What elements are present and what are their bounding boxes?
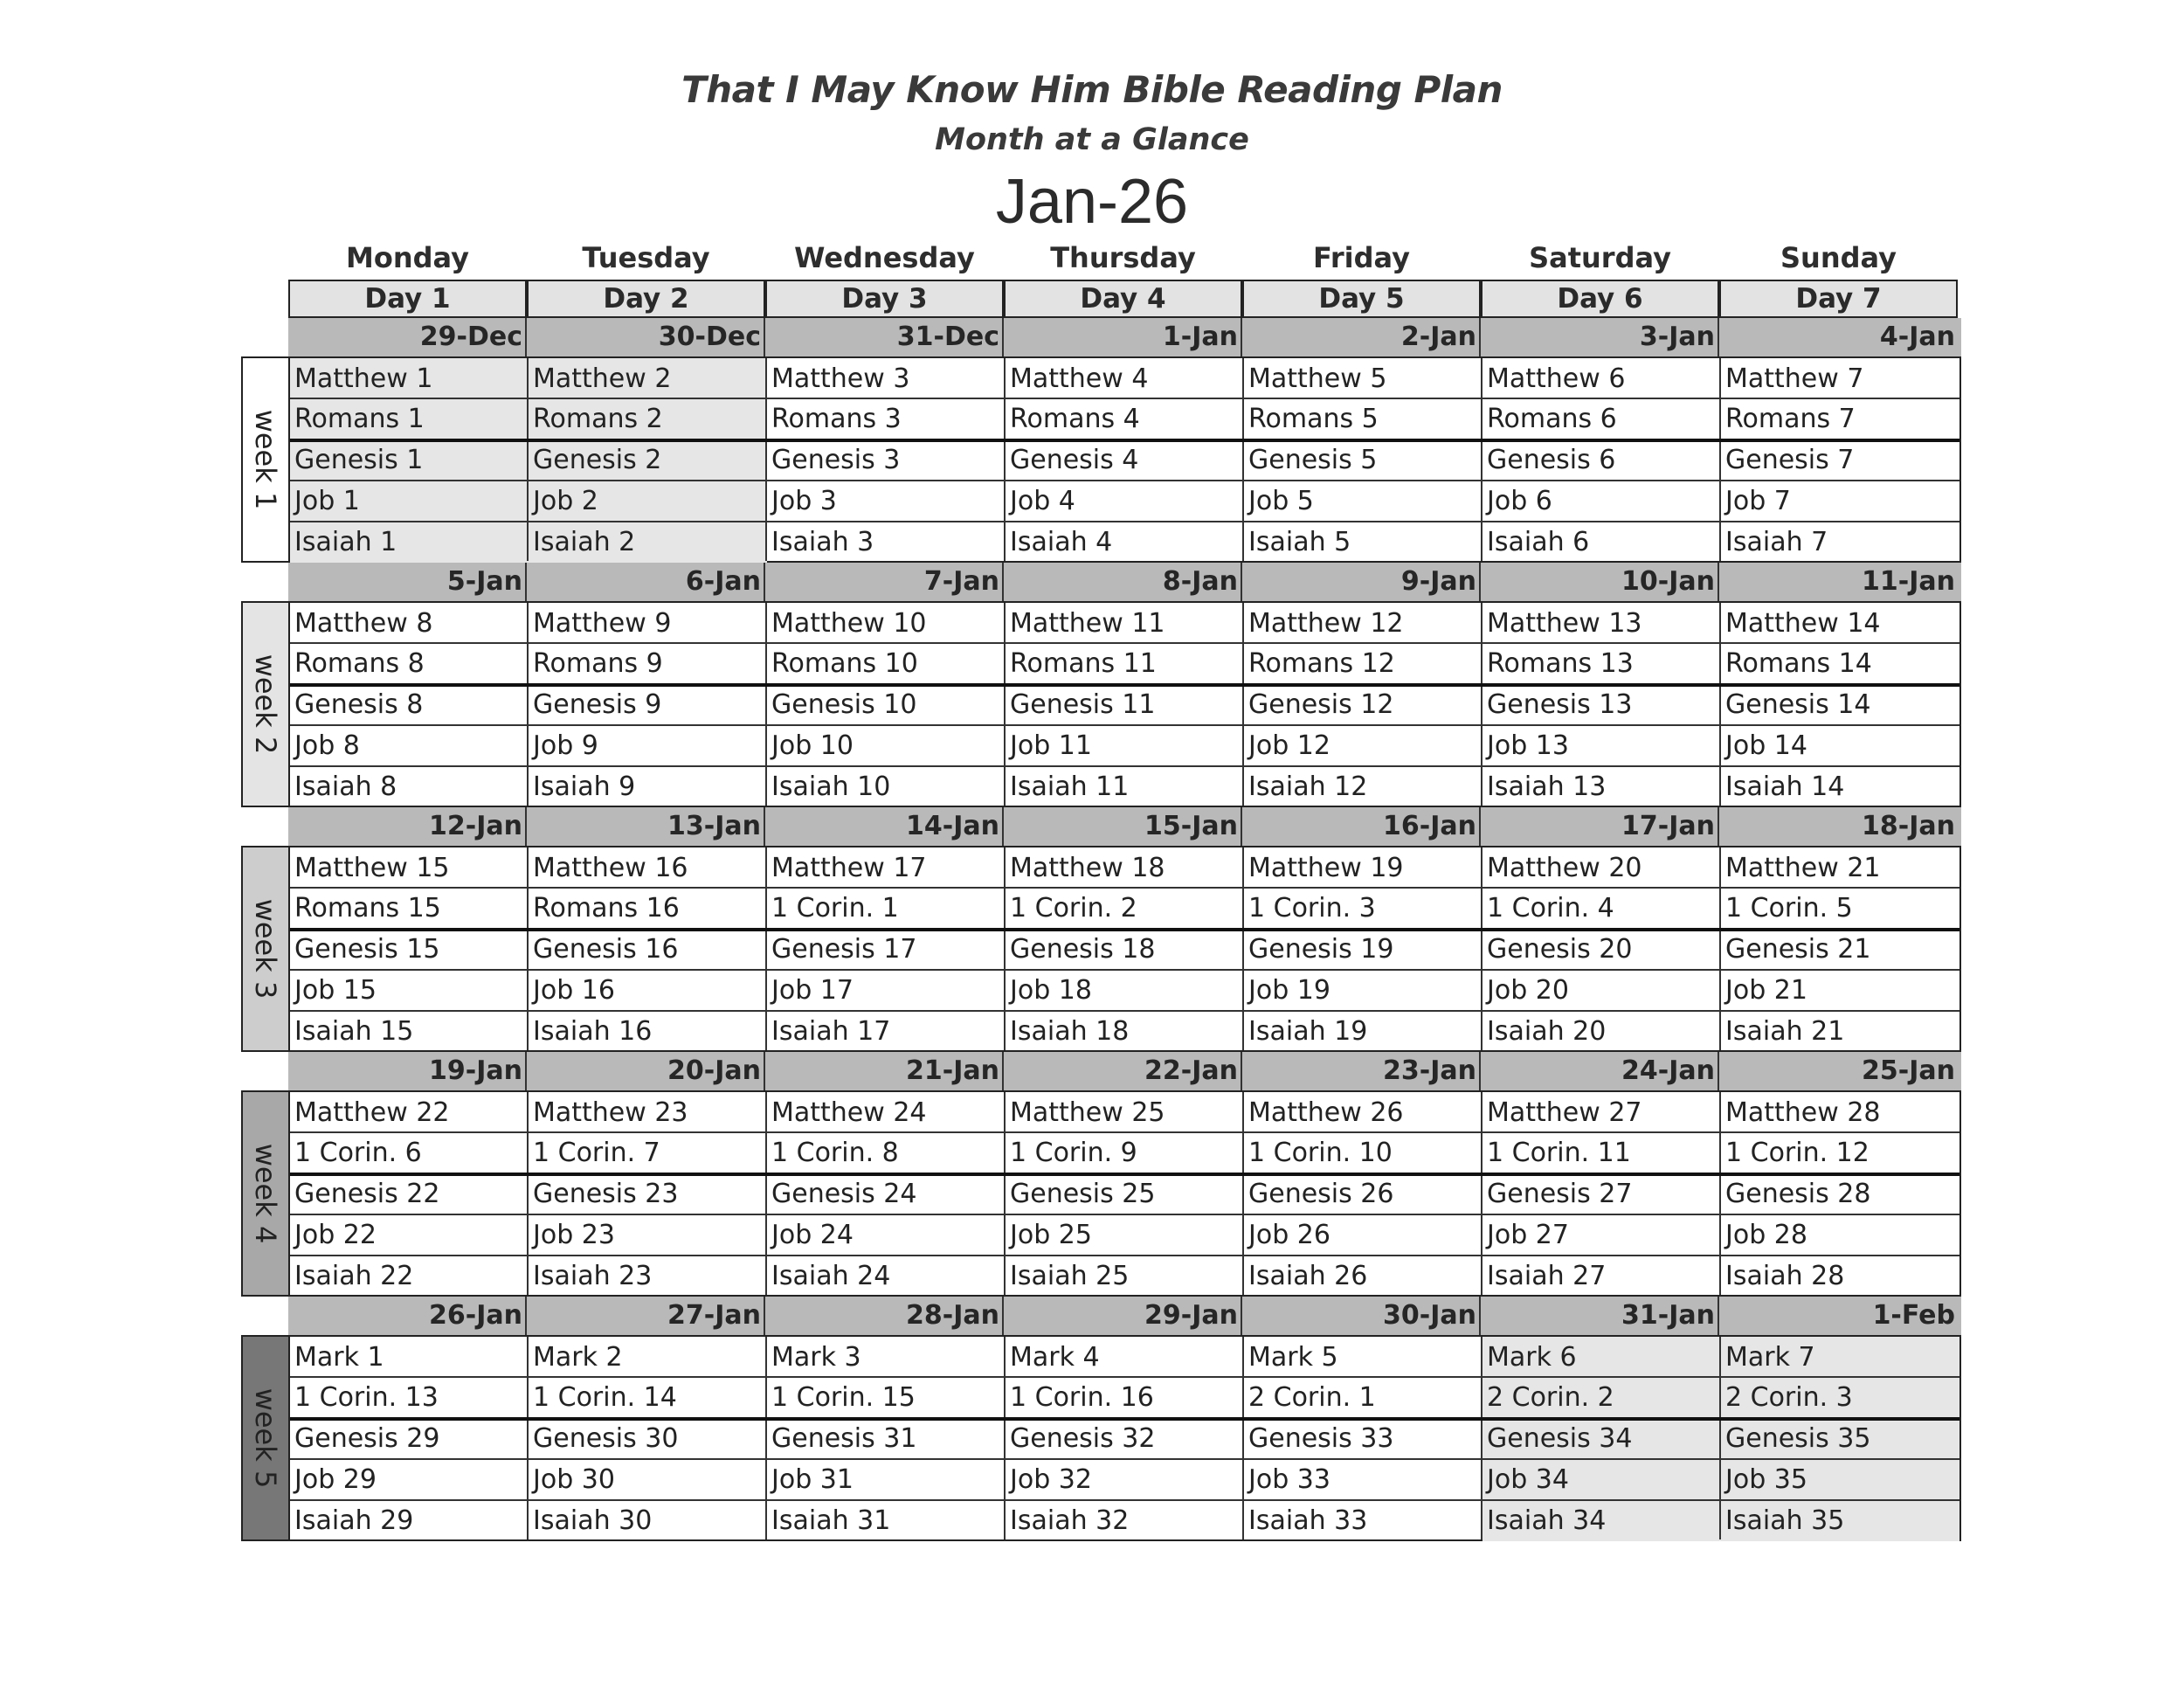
reading-cell: Genesis 31: [771, 1423, 917, 1454]
reading-cell: Romans 7: [1725, 404, 1856, 434]
reading-cell: Job 12: [1248, 730, 1330, 761]
reading-cell: Isaiah 4: [1010, 527, 1113, 557]
reading-cell: Genesis 24: [771, 1179, 917, 1209]
reading-cell: Genesis 9: [533, 689, 662, 720]
reading-cell: Isaiah 12: [1248, 771, 1368, 802]
reading-cell: Job 35: [1721, 1459, 1959, 1500]
row-divider: [290, 398, 1959, 399]
column-divider: [1242, 1337, 1244, 1539]
reading-cell: Romans 16: [533, 893, 680, 924]
reading-cell: Job 13: [1487, 730, 1569, 761]
reading-cell: Isaiah 21: [1725, 1016, 1845, 1047]
weekday-name: Tuesday: [582, 241, 710, 274]
reading-cell: Mark 5: [1248, 1342, 1338, 1373]
reading-cell: Job 22: [294, 1220, 377, 1250]
reading-cell: Matthew 9: [533, 608, 672, 639]
reading-cell: Genesis 26: [1248, 1179, 1394, 1209]
reading-cell: Isaiah 35: [1721, 1500, 1959, 1541]
column-divider: [1242, 1092, 1244, 1295]
reading-cell: Job 15: [294, 975, 377, 1006]
reading-cell: Job 17: [771, 975, 854, 1006]
reading-cell: Mark 1: [294, 1342, 384, 1373]
reading-cell: Job 23: [533, 1220, 615, 1250]
reading-cell: Isaiah 11: [1010, 771, 1130, 802]
reading-cell: Genesis 35: [1721, 1418, 1959, 1459]
week-readings-grid: [288, 601, 1961, 807]
reading-cell: Isaiah 6: [1487, 527, 1590, 557]
reading-cell: Job 21: [1725, 975, 1807, 1006]
reading-cell: 1 Corin. 10: [1248, 1138, 1393, 1168]
date-cell: 22-Jan: [1004, 1052, 1242, 1090]
reading-cell: 1 Corin. 12: [1725, 1138, 1870, 1168]
row-divider: [290, 480, 1959, 481]
row-divider: [290, 1131, 1959, 1133]
date-cell: 29-Jan: [1004, 1297, 1242, 1335]
column-divider: [1481, 847, 1482, 1050]
reading-cell: 2 Corin. 2: [1482, 1377, 1721, 1418]
row-divider: [290, 1458, 1959, 1460]
reading-cell: Genesis 33: [1248, 1423, 1394, 1454]
date-cell: 16-Jan: [1242, 807, 1481, 846]
plan-subtitle: Month at a Glance: [935, 122, 1249, 157]
reading-cell: Genesis 1: [290, 439, 529, 481]
reading-cell: Matthew 4: [1010, 363, 1149, 394]
row-divider: [290, 765, 1959, 767]
reading-cell: Job 30: [533, 1464, 615, 1495]
reading-cell: Genesis 25: [1010, 1179, 1156, 1209]
column-divider: [1242, 847, 1244, 1050]
day-number-header: Day 3: [765, 280, 1004, 318]
column-divider: [765, 1092, 767, 1295]
reading-cell: Matthew 3: [771, 363, 910, 394]
date-cell: 20-Jan: [527, 1052, 765, 1090]
week-label: [241, 356, 288, 563]
reading-cell: Job 11: [1010, 730, 1092, 761]
reading-cell: Isaiah 17: [771, 1016, 891, 1047]
reading-cell: Isaiah 23: [533, 1261, 653, 1291]
reading-cell: Matthew 24: [771, 1097, 927, 1128]
reading-cell: Matthew 27: [1487, 1097, 1642, 1128]
reading-cell: Matthew 8: [294, 608, 433, 639]
reading-cell: Job 16: [533, 975, 615, 1006]
date-cell: 29-Dec: [288, 318, 527, 356]
reading-cell: 1 Corin. 15: [771, 1382, 916, 1413]
reading-cell: 1 Corin. 3: [1248, 893, 1376, 924]
reading-cell: Romans 6: [1487, 404, 1617, 434]
column-divider: [527, 358, 529, 561]
row-divider: [290, 1499, 1959, 1501]
date-cell: 17-Jan: [1481, 807, 1719, 846]
reading-cell: Job 20: [1487, 975, 1569, 1006]
reading-cell: Isaiah 32: [1010, 1505, 1130, 1536]
reading-cell: Matthew 14: [1725, 608, 1881, 639]
reading-cell: Isaiah 7: [1725, 527, 1828, 557]
column-divider: [1004, 603, 1006, 806]
row-divider: [290, 1173, 1959, 1176]
month-heading: Jan-26: [995, 167, 1189, 237]
date-cell: 1-Jan: [1004, 318, 1242, 356]
reading-cell: Job 29: [294, 1464, 377, 1495]
date-cell: 12-Jan: [288, 807, 527, 846]
column-divider: [1004, 1092, 1006, 1295]
reading-cell: Genesis 15: [294, 934, 440, 965]
date-cell: 5-Jan: [288, 563, 527, 601]
weekday-name: Friday: [1313, 241, 1410, 274]
weekday-name: Wednesday: [794, 241, 975, 274]
week-label-text: week 2: [249, 654, 282, 755]
reading-cell: Isaiah 14: [1725, 771, 1845, 802]
date-cell: 24-Jan: [1481, 1052, 1719, 1090]
row-divider: [290, 642, 1959, 644]
reading-cell: Matthew 17: [771, 853, 927, 883]
reading-cell: Isaiah 16: [533, 1016, 653, 1047]
reading-cell: Romans 5: [1248, 404, 1379, 434]
date-row: [288, 1052, 1961, 1090]
reading-cell: Isaiah 13: [1487, 771, 1607, 802]
reading-cell: 2 Corin. 1: [1248, 1382, 1376, 1413]
week-label: [241, 846, 288, 1052]
week-label-text: week 5: [249, 1387, 282, 1489]
reading-cell: Isaiah 20: [1487, 1016, 1607, 1047]
reading-cell: Matthew 22: [294, 1097, 450, 1128]
reading-cell: Genesis 30: [533, 1423, 679, 1454]
column-divider: [765, 603, 767, 806]
reading-cell: Matthew 16: [533, 853, 688, 883]
reading-cell: Isaiah 30: [533, 1505, 653, 1536]
date-cell: 9-Jan: [1242, 563, 1481, 601]
row-divider: [290, 928, 1959, 931]
reading-cell: Genesis 29: [294, 1423, 440, 1454]
reading-cell: Job 32: [1010, 1464, 1092, 1495]
column-divider: [1719, 847, 1721, 1050]
column-divider: [1481, 358, 1482, 561]
reading-cell: 2 Corin. 3: [1721, 1377, 1959, 1418]
reading-cell: 1 Corin. 4: [1487, 893, 1614, 924]
reading-cell: Isaiah 29: [294, 1505, 414, 1536]
reading-cell: Matthew 1: [290, 358, 529, 399]
date-cell: 23-Jan: [1242, 1052, 1481, 1090]
reading-cell: Matthew 28: [1725, 1097, 1881, 1128]
reading-cell: Romans 10: [771, 648, 918, 679]
reading-cell: Romans 15: [294, 893, 441, 924]
date-cell: 25-Jan: [1862, 1055, 1955, 1086]
reading-cell: Matthew 13: [1487, 608, 1642, 639]
reading-cell: Matthew 12: [1248, 608, 1404, 639]
reading-cell: 1 Corin. 1: [771, 893, 899, 924]
reading-cell: Genesis 13: [1487, 689, 1633, 720]
week-label: [241, 1335, 288, 1541]
week-readings-grid: [288, 356, 1961, 563]
reading-cell: Job 33: [1248, 1464, 1330, 1495]
date-cell: 2-Jan: [1242, 318, 1481, 356]
reading-cell: Matthew 26: [1248, 1097, 1404, 1128]
reading-cell: 1 Corin. 16: [1010, 1382, 1154, 1413]
reading-cell: Genesis 17: [771, 934, 917, 965]
column-divider: [1481, 603, 1482, 806]
reading-cell: Job 19: [1248, 975, 1330, 1006]
reading-cell: Genesis 18: [1010, 934, 1156, 965]
column-divider: [1004, 358, 1006, 561]
reading-cell: Genesis 21: [1725, 934, 1871, 965]
date-cell: 19-Jan: [288, 1052, 527, 1090]
reading-cell: Job 24: [771, 1220, 854, 1250]
reading-cell: Matthew 20: [1487, 853, 1642, 883]
row-divider: [290, 521, 1959, 522]
column-divider: [1004, 1337, 1006, 1539]
column-divider: [1004, 847, 1006, 1050]
reading-cell: Isaiah 28: [1725, 1261, 1845, 1291]
date-cell: 21-Jan: [765, 1052, 1004, 1090]
reading-cell: Genesis 11: [1010, 689, 1156, 720]
row-divider: [290, 1417, 1959, 1421]
column-divider: [1719, 603, 1721, 806]
date-cell: 13-Jan: [527, 807, 765, 846]
reading-cell: Romans 2: [529, 398, 767, 439]
weekday-name: Sunday: [1780, 241, 1897, 274]
row-divider: [290, 724, 1959, 726]
date-row: [288, 563, 1961, 601]
date-cell: 31-Dec: [765, 318, 1004, 356]
week-label: [241, 1090, 288, 1297]
reading-cell: 1 Corin. 11: [1487, 1138, 1631, 1168]
reading-cell: Matthew 7: [1725, 363, 1864, 394]
reading-cell: Isaiah 31: [771, 1505, 891, 1536]
date-cell: 14-Jan: [765, 807, 1004, 846]
reading-cell: Romans 4: [1010, 404, 1140, 434]
day-number-header: Day 7: [1719, 280, 1958, 318]
reading-cell: Romans 13: [1487, 648, 1634, 679]
reading-cell: Isaiah 24: [771, 1261, 891, 1291]
week-label-text: week 1: [249, 409, 282, 510]
reading-cell: Genesis 10: [771, 689, 917, 720]
week-readings-grid: [288, 1090, 1961, 1297]
reading-cell: Mark 7: [1721, 1337, 1959, 1378]
row-divider: [290, 683, 1959, 687]
reading-cell: Matthew 23: [533, 1097, 688, 1128]
column-divider: [1481, 1092, 1482, 1295]
date-cell: 11-Jan: [1862, 566, 1955, 597]
reading-cell: Job 3: [771, 486, 837, 516]
row-divider: [290, 1376, 1959, 1378]
reading-cell: Matthew 25: [1010, 1097, 1165, 1128]
date-cell: 3-Jan: [1481, 318, 1719, 356]
reading-cell: Matthew 6: [1487, 363, 1626, 394]
reading-cell: Genesis 27: [1487, 1179, 1633, 1209]
column-divider: [527, 1337, 529, 1539]
reading-cell: Genesis 7: [1725, 445, 1855, 475]
column-divider: [1242, 603, 1244, 806]
column-divider: [527, 603, 529, 806]
reading-cell: Genesis 14: [1725, 689, 1871, 720]
reading-cell: Romans 12: [1248, 648, 1395, 679]
plan-title: That I May Know Him Bible Reading Plan: [681, 68, 1503, 111]
column-divider: [1481, 1337, 1482, 1539]
reading-cell: Isaiah 8: [294, 771, 397, 802]
reading-cell: Isaiah 3: [771, 527, 874, 557]
reading-cell: Genesis 23: [533, 1179, 679, 1209]
column-divider: [527, 847, 529, 1050]
reading-cell: Isaiah 5: [1248, 527, 1351, 557]
reading-cell: Isaiah 26: [1248, 1261, 1368, 1291]
reading-cell: Romans 11: [1010, 648, 1157, 679]
reading-cell: Isaiah 19: [1248, 1016, 1368, 1047]
reading-cell: 1 Corin. 14: [533, 1382, 677, 1413]
row-divider: [290, 439, 1959, 442]
weekday-name: Saturday: [1529, 241, 1671, 274]
reading-cell: Job 27: [1487, 1220, 1569, 1250]
date-cell: 10-Jan: [1481, 563, 1719, 601]
reading-cell: Matthew 15: [294, 853, 450, 883]
date-cell: 4-Jan: [1879, 322, 1955, 352]
reading-cell: 1 Corin. 2: [1010, 893, 1137, 924]
week-label: [241, 601, 288, 807]
week-label-text: week 4: [249, 1143, 282, 1244]
reading-cell: Job 9: [533, 730, 598, 761]
reading-cell: 1 Corin. 7: [533, 1138, 660, 1168]
reading-cell: Matthew 21: [1725, 853, 1881, 883]
reading-cell: Mark 3: [771, 1342, 861, 1373]
reading-cell: Isaiah 18: [1010, 1016, 1130, 1047]
reading-cell: Genesis 3: [771, 445, 901, 475]
reading-cell: Matthew 19: [1248, 853, 1404, 883]
reading-cell: Job 5: [1248, 486, 1314, 516]
date-cell: 30-Jan: [1242, 1297, 1481, 1335]
date-cell: 27-Jan: [527, 1297, 765, 1335]
week-readings-grid: [288, 846, 1961, 1052]
reading-cell: Isaiah 2: [529, 522, 767, 563]
reading-cell: Romans 9: [533, 648, 663, 679]
column-divider: [1719, 358, 1721, 561]
reading-cell: Isaiah 34: [1482, 1500, 1721, 1541]
reading-cell: Job 10: [771, 730, 854, 761]
day-number-header: Day 1: [288, 280, 527, 318]
date-row: [288, 807, 1961, 846]
reading-cell: Job 7: [1725, 486, 1791, 516]
reading-cell: Job 34: [1482, 1459, 1721, 1500]
reading-cell: Genesis 20: [1487, 934, 1633, 965]
day-number-header: Day 4: [1004, 280, 1242, 318]
reading-cell: Genesis 22: [294, 1179, 440, 1209]
reading-cell: Job 8: [294, 730, 360, 761]
week-readings-grid: [288, 1335, 1961, 1541]
row-divider: [290, 1255, 1959, 1256]
reading-cell: 1 Corin. 5: [1725, 893, 1853, 924]
reading-cell: Genesis 19: [1248, 934, 1394, 965]
reading-cell: Genesis 2: [529, 439, 767, 481]
reading-cell: Matthew 18: [1010, 853, 1165, 883]
reading-cell: Isaiah 10: [771, 771, 891, 802]
reading-cell: 1 Corin. 6: [294, 1138, 422, 1168]
reading-cell: Job 26: [1248, 1220, 1330, 1250]
week-label-text: week 3: [249, 898, 282, 1000]
date-cell: 28-Jan: [765, 1297, 1004, 1335]
reading-cell: Genesis 12: [1248, 689, 1394, 720]
column-divider: [527, 1092, 529, 1295]
reading-cell: Job 4: [1010, 486, 1075, 516]
reading-cell: 1 Corin. 9: [1010, 1138, 1137, 1168]
reading-cell: Job 31: [771, 1464, 854, 1495]
reading-cell: Matthew 10: [771, 608, 927, 639]
reading-cell: Genesis 32: [1010, 1423, 1156, 1454]
reading-cell: Genesis 8: [294, 689, 424, 720]
date-row: [288, 1297, 1961, 1335]
reading-cell: Isaiah 22: [294, 1261, 414, 1291]
reading-cell: Job 1: [290, 481, 529, 522]
reading-cell: Genesis 34: [1482, 1418, 1721, 1459]
reading-cell: Matthew 11: [1010, 608, 1165, 639]
reading-cell: Genesis 28: [1725, 1179, 1871, 1209]
date-cell: 30-Dec: [527, 318, 765, 356]
reading-cell: Job 28: [1725, 1220, 1807, 1250]
reading-cell: Job 6: [1487, 486, 1552, 516]
date-cell: 6-Jan: [527, 563, 765, 601]
reading-cell: Mark 2: [533, 1342, 623, 1373]
reading-cell: Isaiah 1: [290, 522, 529, 563]
day-number-header: Day 5: [1242, 280, 1481, 318]
weekday-name: Monday: [346, 241, 469, 274]
date-cell: 18-Jan: [1862, 811, 1955, 841]
reading-cell: Genesis 5: [1248, 445, 1378, 475]
reading-cell: 1 Corin. 8: [771, 1138, 899, 1168]
row-divider: [290, 887, 1959, 889]
column-divider: [1242, 358, 1244, 561]
date-row: [288, 318, 1961, 356]
reading-cell: Romans 14: [1725, 648, 1872, 679]
date-cell: 7-Jan: [765, 563, 1004, 601]
column-divider: [765, 358, 767, 561]
day-number-header: Day 2: [527, 280, 765, 318]
reading-cell: Isaiah 33: [1248, 1505, 1368, 1536]
reading-cell: Job 14: [1725, 730, 1807, 761]
reading-cell: Genesis 16: [533, 934, 679, 965]
reading-cell: Matthew 5: [1248, 363, 1387, 394]
column-divider: [1719, 1092, 1721, 1295]
reading-cell: Isaiah 15: [294, 1016, 414, 1047]
row-divider: [290, 1010, 1959, 1012]
date-cell: 8-Jan: [1004, 563, 1242, 601]
reading-cell: Matthew 2: [529, 358, 767, 399]
reading-cell: Mark 6: [1482, 1337, 1721, 1378]
reading-cell: Romans 8: [294, 648, 425, 679]
column-divider: [765, 1337, 767, 1539]
column-divider: [765, 847, 767, 1050]
reading-cell: Job 18: [1010, 975, 1092, 1006]
day-number-header: Day 6: [1481, 280, 1719, 318]
reading-cell: Genesis 6: [1487, 445, 1616, 475]
column-divider: [1719, 1337, 1721, 1539]
row-divider: [290, 1214, 1959, 1215]
row-divider: [290, 969, 1959, 971]
reading-cell: Romans 3: [771, 404, 902, 434]
reading-cell: Genesis 4: [1010, 445, 1139, 475]
date-cell: 1-Feb: [1872, 1300, 1955, 1331]
date-cell: 15-Jan: [1004, 807, 1242, 846]
reading-cell: Job 25: [1010, 1220, 1092, 1250]
reading-cell: Isaiah 9: [533, 771, 636, 802]
reading-cell: Romans 1: [290, 398, 529, 439]
reading-cell: Isaiah 27: [1487, 1261, 1607, 1291]
weekday-name: Thursday: [1050, 241, 1196, 274]
reading-cell: Mark 4: [1010, 1342, 1100, 1373]
reading-cell: 1 Corin. 13: [294, 1382, 439, 1413]
reading-cell: Isaiah 25: [1010, 1261, 1130, 1291]
reading-cell: Job 2: [529, 481, 767, 522]
date-cell: 31-Jan: [1481, 1297, 1719, 1335]
date-cell: 26-Jan: [288, 1297, 527, 1335]
